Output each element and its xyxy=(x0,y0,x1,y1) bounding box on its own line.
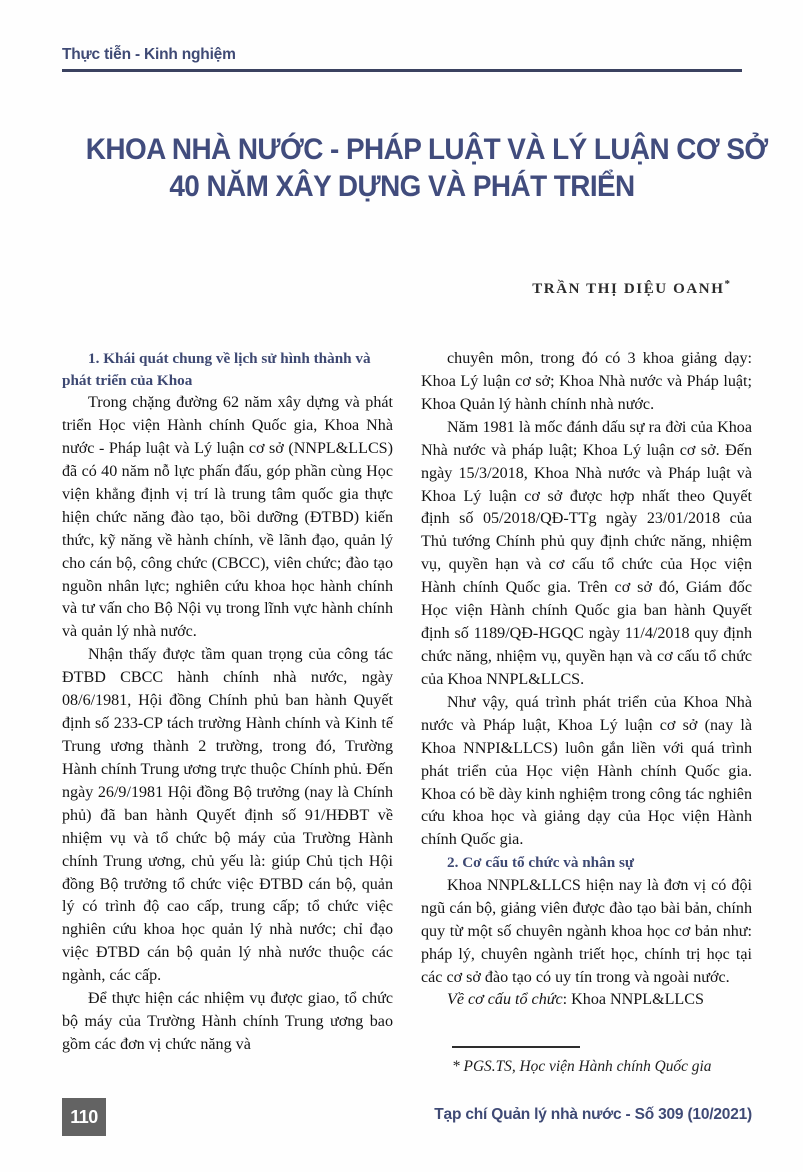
footnote-block xyxy=(452,1046,752,1077)
body-columns xyxy=(62,348,752,1057)
left-column xyxy=(62,348,393,1057)
running-head-label: Thực tiễn - Kinh nghiệm xyxy=(62,46,236,63)
footnote-text: * PGS.TS, Học viện Hành chính Quốc gia xyxy=(452,1058,712,1075)
page-footer xyxy=(62,1098,752,1138)
section-heading-1: 1. Khái quát chung về lịch sử hình thành và phát triển của Khoa xyxy=(62,350,371,389)
author-footnote-marker: * xyxy=(724,278,730,290)
right-paragraph-1: chuyên môn, trong đó có 3 khoa giảng dạy: Khoa Lý luận cơ sở; Khoa Nhà nước và Pháp luật; Khoa Quản lý hành chính nhà nước. xyxy=(421,350,752,413)
right-paragraph-2: Năm 1981 là mốc đánh dấu sự ra đời của Khoa Nhà nước và pháp luật; Khoa Lý luận cơ sở. Đến ngày 15/3/2018, Khoa Nhà nước và Pháp luật và Khoa Lý luận cơ sở được hợp nhất theo Quyết định số 05/2018/QĐ-TTg ngày 23/01/2018 của Thủ tướng Chính phủ quy định chức năng, nhiệm vụ, quyền hạn và cơ cấu tổ chức của Học viện Hành chính Quốc gia. Trên cơ sở đó, Giám đốc Học viện Hành chính Quốc gia ban hành Quyết định số 1189/QĐ-HGQC ngày 11/4/2018 quy định chức năng, nhiệm vụ, quyền hạn và cơ cấu tổ chức của Khoa NNPL&LLCS. xyxy=(421,418,752,688)
left-paragraph-1: Trong chặng đường 62 năm xây dựng và phát triển Học viện Hành chính Quốc gia, Khoa Nhà nước - Pháp luật và Lý luận cơ sở (NNPL&LLCS) đã có 40 năm nỗ lực phấn đấu, góp phần cùng Học viện khẳng định vị trí là trung tâm quốc gia thực hiện chức năng đào tạo, bồi dưỡng (ĐTBD) kiến thức, kỹ năng về hành chính, về lãnh đạo, quản lý cho cán bộ, công chức (CBCC), viên chức; đào tạo nguồn nhân lực; nghiên cứu khoa học hành chính và tư vấn cho Bộ Nội vụ trong lĩnh vực hành chính và quản lý nhà nước. xyxy=(62,394,393,641)
article-title xyxy=(62,132,768,205)
footnote-rule xyxy=(452,1046,580,1048)
running-head xyxy=(62,46,742,72)
running-head-rule xyxy=(62,69,742,72)
article-title-line-1: KHOA NHÀ NƯỚC - PHÁP LUẬT VÀ LÝ LUẬN CƠ SỞ xyxy=(85,133,768,166)
section-heading-2: 2. Cơ cấu tổ chức và nhân sự xyxy=(447,854,634,872)
left-paragraph-3: Để thực hiện các nhiệm vụ được giao, tổ chức bộ máy của Trường Hành chính Trung ương bao gồm các đơn vị chức năng và xyxy=(62,990,393,1053)
right-paragraph-4: Khoa NNPL&LLCS hiện nay là đơn vị có đội ngũ cán bộ, giảng viên được đào tạo bài bản, chính quy từ một số chuyên ngành khoa học cơ bản như: pháp lý, chuyên ngành triết học, chính trị học tại các cơ sở đào tạo có uy tín trong và ngoài nước. xyxy=(421,876,752,986)
left-paragraph-2: Nhận thấy được tầm quan trọng của công tác ĐTBD CBCC hành chính nhà nước, ngày 08/6/1981, Hội đồng Chính phủ ban hành Quyết định số 233-CP tách trường Hành chính và Kinh tế Trung ương thành 2 trường, trong đó, Trường Hành chính Trung ương trực thuộc Chính phủ. Đến ngày 26/9/1981 Hội đồng Bộ trưởng (nay là Chính phủ) đã ban hành Quyết định số 91/HĐBT về nhiệm vụ và tổ chức bộ máy của Trường Hành chính Trung ương, chủ yếu là: giúp Chủ tịch Hội đồng Bộ trưởng tổ chức việc ĐTBD cán bộ, quản lý có trình độ cao cấp, trung cấp; tổ chức việc nghiên cứu khoa học quản lý nhà nước; chỉ đạo việc ĐTBD cán bộ quản lý nhà nước thuộc các ngành, các cấp. xyxy=(62,646,393,985)
page-number-badge: 110 xyxy=(62,1098,106,1136)
article-title-line-2: 40 NĂM XÂY DỰNG VÀ PHÁT TRIỂN xyxy=(169,169,635,203)
author-byline xyxy=(62,278,742,298)
right-paragraph-3: Như vậy, quá trình phát triển của Khoa Nhà nước và Pháp luật, Khoa Lý luận cơ sở (nay là Khoa NNPI&LLCS) luôn gắn liền với quá trình phát triển của Học viện Hành chính Quốc gia. Khoa có bề dày kinh nghiệm trong công tác nghiên cứu khoa học và giảng dạy của Học viện Hành chính Quốc gia. xyxy=(421,693,752,849)
author-name: TRẦN THỊ DIỆU OANH xyxy=(532,281,725,297)
right-paragraph-5-italic-lead: Về cơ cấu tổ chức xyxy=(447,991,563,1009)
journal-footer-title: Tạp chí Quản lý nhà nước - Số 309 (10/2021) xyxy=(434,1106,752,1123)
right-column xyxy=(421,348,752,1057)
right-paragraph-5 xyxy=(421,989,752,1012)
right-paragraph-5-rest: : Khoa NNPL&LLCS xyxy=(562,991,704,1009)
